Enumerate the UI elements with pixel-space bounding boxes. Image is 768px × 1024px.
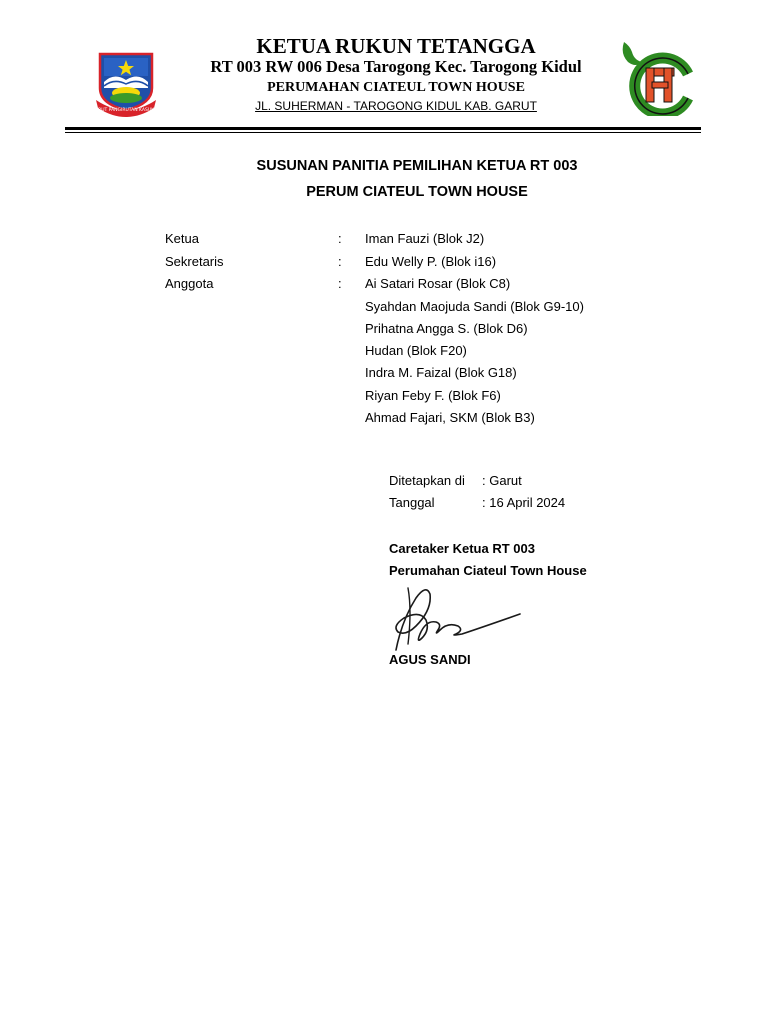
role-separator: :	[338, 231, 342, 246]
letterhead-rule-thick	[65, 127, 701, 130]
enactment-date-value: : 16 April 2024	[482, 495, 566, 510]
letterhead-street: JL. SUHERMAN - TAROGONG KIDUL KAB. GARUT	[255, 99, 537, 113]
letterhead-address: RT 003 RW 006 Desa Tarogong Kec. Tarogong Kidul	[210, 57, 582, 76]
member-name: Prihatna Angga S. (Blok D6)	[365, 321, 528, 336]
member-name: Indra M. Faizal (Blok G18)	[365, 365, 517, 380]
signatory-position: Caretaker Ketua RT 003	[389, 541, 535, 556]
enactment-place-label: Ditetapkan di	[389, 473, 465, 488]
role-label: Anggota	[165, 276, 214, 291]
member-name: Edu Welly P. (Blok i16)	[365, 254, 497, 269]
member-name: Syahdan Maojuda Sandi (Blok G9-10)	[365, 299, 584, 314]
document-title-line1: SUSUNAN PANITIA PEMILIHAN KETUA RT 003	[256, 158, 578, 174]
emblem-ribbon-icon: GARUT PANGIRUTAN KASUKAN	[92, 108, 160, 113]
member-name: Ahmad Fajari, SKM (Blok B3)	[365, 410, 535, 425]
member-name: Iman Fauzi (Blok J2)	[365, 231, 485, 246]
member-name: Riyan Feby F. (Blok F6)	[365, 388, 501, 403]
role-label: Sekretaris	[165, 254, 224, 269]
handwritten-signature	[386, 580, 526, 656]
signatory-name: AGUS SANDI	[389, 652, 471, 667]
document-title-line2: PERUM CIATEUL TOWN HOUSE	[306, 184, 528, 200]
enactment-date-label: Tanggal	[389, 495, 435, 510]
letterhead-rule-thin	[65, 132, 701, 133]
letterhead-housing: PERUMAHAN CIATEUL TOWN HOUSE	[267, 80, 525, 95]
member-name: Ai Satari Rosar (Blok C8)	[365, 276, 511, 291]
member-name: Hudan (Blok F20)	[365, 343, 467, 358]
role-label: Ketua	[165, 231, 199, 246]
letterhead-title: KETUA RUKUN TETANGGA	[256, 34, 536, 58]
role-separator: :	[338, 276, 342, 291]
enactment-place-value: : Garut	[482, 473, 522, 488]
signatory-organization: Perumahan Ciateul Town House	[389, 563, 587, 578]
role-separator: :	[338, 254, 342, 269]
